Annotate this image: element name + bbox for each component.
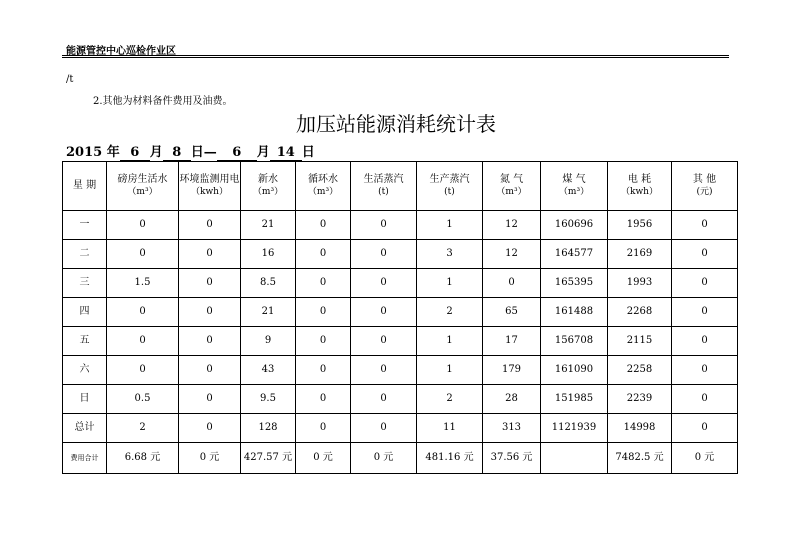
table-cell: 0 [179, 240, 241, 269]
table-cell: 21 [241, 298, 296, 327]
table-cell: 17 [483, 327, 541, 356]
table-row [63, 356, 738, 385]
fee-total-row [63, 443, 738, 474]
table-cell: 2239 [608, 385, 672, 414]
table-cell: 313 [483, 414, 541, 443]
table-cell: 0 [672, 385, 738, 414]
table-cell: 1993 [608, 269, 672, 298]
table-cell: 161488 [541, 298, 608, 327]
fee-cell [541, 443, 608, 474]
table-cell: 9.5 [241, 385, 296, 414]
table-cell: 0 [107, 356, 179, 385]
column-name: 循环水 [308, 174, 338, 185]
table-cell: 2 [417, 385, 483, 414]
table-cell: 12 [483, 240, 541, 269]
table-row [63, 298, 738, 327]
month-label: 月 [149, 145, 163, 160]
day-label-2: 日 [301, 145, 315, 160]
table-cell: 日 [63, 385, 107, 414]
table-cell: 五 [63, 327, 107, 356]
table-cell: 0 [296, 240, 351, 269]
table-cell: 160696 [541, 211, 608, 240]
table-cell: 1121939 [541, 414, 608, 443]
column-header [541, 162, 608, 211]
header-row [63, 162, 738, 211]
year-label: 2015 年 [66, 145, 120, 160]
table-cell: 11 [417, 414, 483, 443]
start-month: 6 [120, 146, 150, 161]
table-cell: 四 [63, 298, 107, 327]
fee-cell: 0 元 [296, 443, 351, 474]
table-cell: 0 [351, 414, 417, 443]
footnote: 2.其他为材料备件费用及油费。 [93, 96, 233, 107]
column-unit: (元) [696, 187, 713, 197]
table-cell: 0 [672, 356, 738, 385]
table-cell: 0 [107, 240, 179, 269]
fee-cell: 37.56 元 [483, 443, 541, 474]
column-header [241, 162, 296, 211]
table-cell: 1 [417, 211, 483, 240]
org-header: 能源管控中心巡检作业区 [66, 46, 176, 57]
table-cell: 28 [483, 385, 541, 414]
column-name: 煤 气 [562, 174, 586, 185]
column-header [107, 162, 179, 211]
table-cell: 65 [483, 298, 541, 327]
table-cell: 0 [296, 414, 351, 443]
table-cell: 2268 [608, 298, 672, 327]
column-name: 生产蒸汽 [429, 174, 470, 185]
fee-cell: 0 元 [672, 443, 738, 474]
table-cell: 三 [63, 269, 107, 298]
table-cell: 0 [179, 327, 241, 356]
column-name: 新水 [258, 174, 278, 185]
month-label-2: 月 [256, 145, 270, 160]
table-cell: 8.5 [241, 269, 296, 298]
table-cell: 0 [672, 414, 738, 443]
table-cell: 0 [351, 211, 417, 240]
table-row [63, 240, 738, 269]
table-cell: 0 [351, 240, 417, 269]
table-cell: 0 [296, 327, 351, 356]
fee-cell: 481.16 元 [417, 443, 483, 474]
column-unit: （kwh） [621, 187, 658, 197]
fee-cell: 0 元 [179, 443, 241, 474]
fee-cell: 费用合计 [63, 443, 107, 474]
column-header [63, 162, 107, 211]
fee-cell: 0 元 [351, 443, 417, 474]
table-cell: 0 [179, 298, 241, 327]
table-cell: 3 [417, 240, 483, 269]
table-cell: 0 [672, 327, 738, 356]
column-header [483, 162, 541, 211]
table-cell: 1 [417, 327, 483, 356]
table-cell: 总计 [63, 414, 107, 443]
table-cell: 164577 [541, 240, 608, 269]
day-label: 日— [190, 145, 217, 160]
table-cell: 0 [351, 298, 417, 327]
table-cell: 1956 [608, 211, 672, 240]
column-header [351, 162, 417, 211]
table-cell: 0 [351, 385, 417, 414]
table-cell: 0 [107, 211, 179, 240]
column-name: 生活蒸汽 [363, 174, 404, 185]
table-cell: 16 [241, 240, 296, 269]
table-cell: 六 [63, 356, 107, 385]
column-name: 环境监测用电 [179, 174, 240, 185]
table-cell: 2169 [608, 240, 672, 269]
column-name: 磅房生活水 [117, 174, 168, 185]
column-unit: （m³） [127, 187, 158, 197]
energy-table [62, 161, 738, 474]
table-cell: 0 [296, 385, 351, 414]
table-cell: 0 [672, 211, 738, 240]
header-rule-second [62, 57, 729, 58]
table-cell: 0.5 [107, 385, 179, 414]
table-cell: 0 [483, 269, 541, 298]
column-unit: (t) [378, 187, 389, 197]
table-cell: 2115 [608, 327, 672, 356]
table-cell: 0 [672, 240, 738, 269]
table-cell: 0 [296, 269, 351, 298]
end-day: 14 [270, 146, 302, 161]
header-rule [62, 55, 729, 56]
column-name: 其 他 [692, 174, 717, 185]
table-row [63, 414, 738, 443]
table-cell: 0 [107, 327, 179, 356]
table-cell: 0 [351, 356, 417, 385]
table-cell: 0 [179, 385, 241, 414]
table-cell: 一 [63, 211, 107, 240]
table-row [63, 327, 738, 356]
table-cell: 0 [351, 269, 417, 298]
table-cell: 0 [179, 269, 241, 298]
table-cell: 2 [417, 298, 483, 327]
column-header [296, 162, 351, 211]
table-cell: 156708 [541, 327, 608, 356]
table-cell: 14998 [608, 414, 672, 443]
table-cell: 0 [179, 414, 241, 443]
table-cell: 0 [672, 298, 738, 327]
table-cell: 21 [241, 211, 296, 240]
table-row [63, 269, 738, 298]
table-cell: 179 [483, 356, 541, 385]
fee-cell: 6.68 元 [107, 443, 179, 474]
column-unit: （m³） [252, 187, 284, 197]
table-cell: 二 [63, 240, 107, 269]
end-month: 6 [217, 146, 257, 161]
date-range [66, 141, 315, 161]
table-cell: 0 [296, 356, 351, 385]
table-cell: 1 [417, 356, 483, 385]
column-header [672, 162, 738, 211]
column-name: 电 耗 [627, 174, 652, 185]
column-name: 星 期 [72, 180, 97, 191]
page-title: 加压站能源消耗统计表 [296, 112, 496, 136]
column-unit: （m³） [307, 187, 339, 197]
table-row [63, 211, 738, 240]
column-unit: （kwh） [191, 187, 228, 197]
table-cell: 0 [296, 211, 351, 240]
fee-cell: 427.57 元 [241, 443, 296, 474]
table-cell: 165395 [541, 269, 608, 298]
table-cell: 151985 [541, 385, 608, 414]
column-header [417, 162, 483, 211]
unit-fragment: /t [66, 74, 74, 85]
column-name: 氮 气 [499, 174, 524, 185]
fee-cell: 7482.5 元 [608, 443, 672, 474]
start-day: 8 [163, 146, 191, 161]
table-cell: 0 [351, 327, 417, 356]
column-unit: （m³） [558, 187, 590, 197]
table-cell: 43 [241, 356, 296, 385]
table-cell: 2 [107, 414, 179, 443]
table-cell: 161090 [541, 356, 608, 385]
table-cell: 1.5 [107, 269, 179, 298]
table-cell: 9 [241, 327, 296, 356]
column-header [608, 162, 672, 211]
column-unit: (t) [444, 187, 455, 197]
table-cell: 0 [179, 356, 241, 385]
table-cell: 128 [241, 414, 296, 443]
table-cell: 12 [483, 211, 541, 240]
column-unit: （m³） [496, 187, 527, 197]
table-cell: 0 [672, 269, 738, 298]
table-cell: 0 [107, 298, 179, 327]
table-cell: 0 [296, 298, 351, 327]
column-header [179, 162, 241, 211]
table-cell: 0 [179, 211, 241, 240]
table-cell: 2258 [608, 356, 672, 385]
table-row [63, 385, 738, 414]
table-cell: 1 [417, 269, 483, 298]
